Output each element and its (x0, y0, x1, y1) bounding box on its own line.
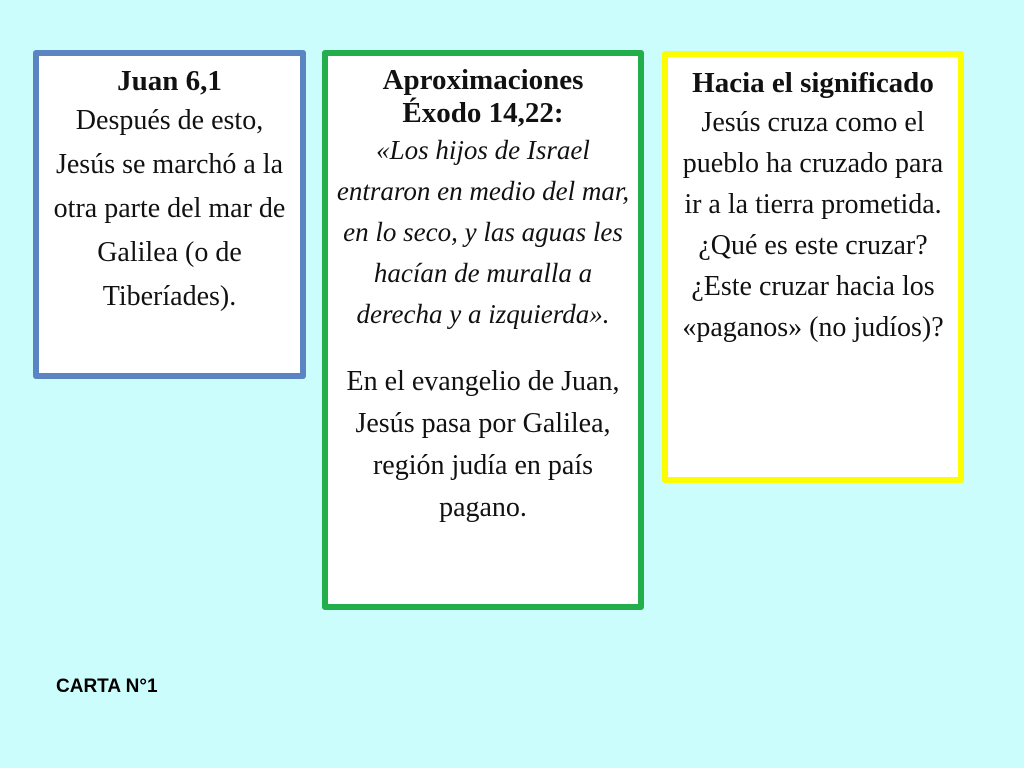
card-significado-text: Jesús cruza como el pueblo ha cruzado para ir a la tierra prometida. ¿Qué es este cruzar? ¿Este cruzar hacia los «paganos» (no judíos)? (682, 107, 944, 343)
card-aproximaciones-text: En el evangelio de Juan, Jesús pasa por Galilea, región judía en país pagano. (346, 366, 620, 523)
card-aproximaciones (322, 50, 644, 610)
card-aproximaciones-quote: «Los hijos de Israel entraron en medio del mar, en lo seco, y las aguas les hacían de muralla a derecha y a izquierda». (336, 135, 630, 329)
card-juan-text: Después de esto, Jesús se marchó a la otra parte del mar de Galilea (o de Tiberíades). (53, 105, 286, 312)
card-significado-heading: Hacia el significado (692, 67, 934, 99)
card-juan-heading: Juan 6,1 (117, 65, 222, 97)
card-juan (33, 50, 306, 379)
card-significado (662, 51, 964, 483)
card-aproximaciones-heading: Aproximaciones (382, 64, 584, 96)
slide-footer-label: CARTA N°1 (56, 676, 158, 697)
card-aproximaciones-reference: Éxodo 14,22: (402, 97, 564, 129)
